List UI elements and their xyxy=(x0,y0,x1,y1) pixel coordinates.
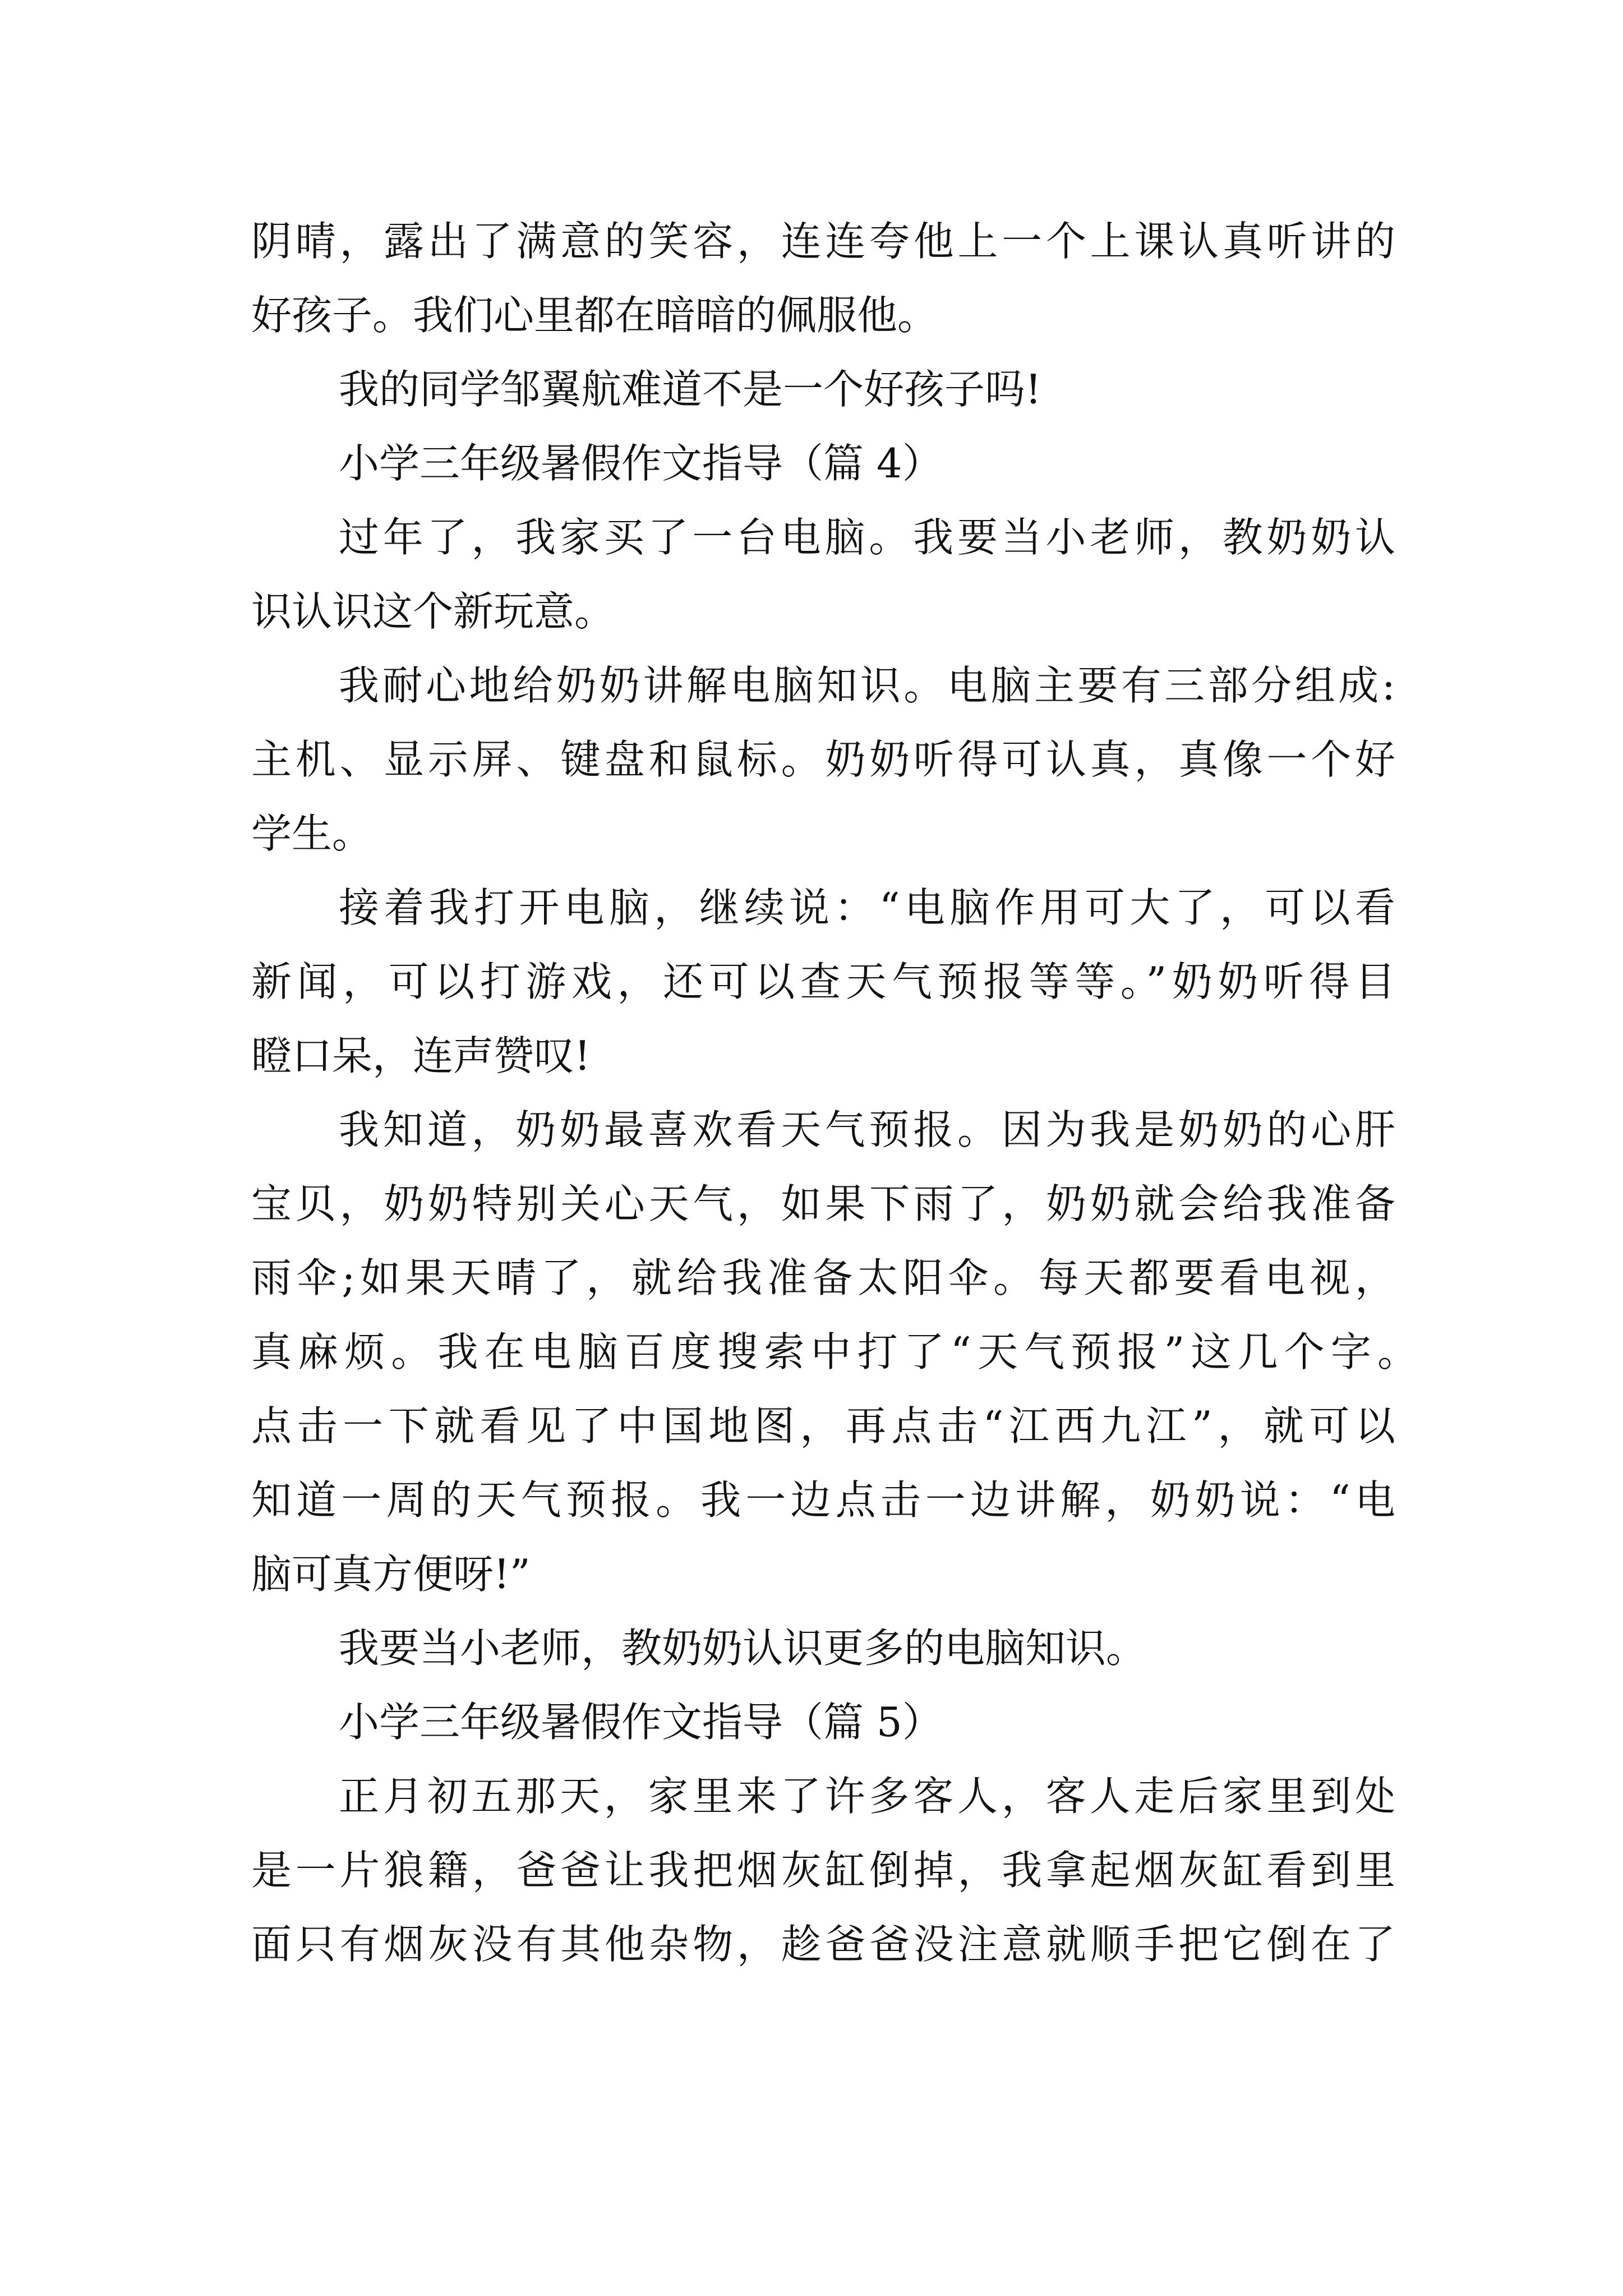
text-line: 我耐心地给奶奶讲解电脑知识。电脑主要有三部分组成: xyxy=(339,662,1395,709)
text-line: 点击一下就看见了中国地图，再点击“江西九江”，就可以 xyxy=(251,1402,1395,1450)
text-line: 识认识这个新玩意。 xyxy=(251,588,615,635)
text-line: 宝贝，奶奶特别关心天气，如果下雨了，奶奶就会给我准备 xyxy=(251,1180,1395,1227)
text-line: 新闻，可以打游戏，还可以查天气预报等等。”奶奶听得目 xyxy=(251,958,1395,1005)
text-line: 雨伞;如果天晴了，就给我准备太阳伞。每天都要看电视， xyxy=(251,1254,1395,1301)
text-line: 我要当小老师，教奶奶认识更多的电脑知识。 xyxy=(339,1625,1147,1672)
text-line: 好孩子。我们心里都在暗暗的佩服他。 xyxy=(251,292,938,339)
text-line: 主机、显示屏、键盘和鼠标。奶奶听得可认真，真像一个好 xyxy=(251,736,1395,783)
section-heading: 小学三年级暑假作文指导（篇 5） xyxy=(339,1699,943,1746)
text-line: 脑可真方便呀!” xyxy=(251,1550,531,1598)
text-line: 是一片狼籍，爸爸让我把烟灰缸倒掉，我拿起烟灰缸看到里 xyxy=(251,1847,1395,1894)
text-line: 真麻烦。我在电脑百度搜索中打了“天气预报”这几个字。 xyxy=(251,1328,1418,1375)
text-line: 学生。 xyxy=(251,810,373,857)
text-line: 瞪口呆，连声赞叹! xyxy=(251,1032,591,1079)
text-line: 阴晴，露出了满意的笑容，连连夸他上一个上课认真听讲的 xyxy=(251,218,1395,265)
text-line: 我的同学邹翼航难道不是一个好孩子吗! xyxy=(339,366,1041,413)
text-line: 接着我打开电脑，继续说：“电脑作用可大了，可以看 xyxy=(339,884,1395,931)
text-line: 我知道，奶奶最喜欢看天气预报。因为我是奶奶的心肝 xyxy=(339,1106,1395,1153)
section-heading: 小学三年级暑假作文指导（篇 4） xyxy=(339,440,943,487)
text-line: 知道一周的天气预报。我一边点击一边讲解，奶奶说：“电 xyxy=(251,1476,1395,1524)
text-line: 正月初五那天，家里来了许多客人，客人走后家里到处 xyxy=(339,1773,1395,1820)
text-line: 面只有烟灰没有其他杂物，趁爸爸没注意就顺手把它倒在了 xyxy=(251,1921,1395,1968)
text-line: 过年了，我家买了一台电脑。我要当小老师，教奶奶认 xyxy=(339,514,1395,561)
